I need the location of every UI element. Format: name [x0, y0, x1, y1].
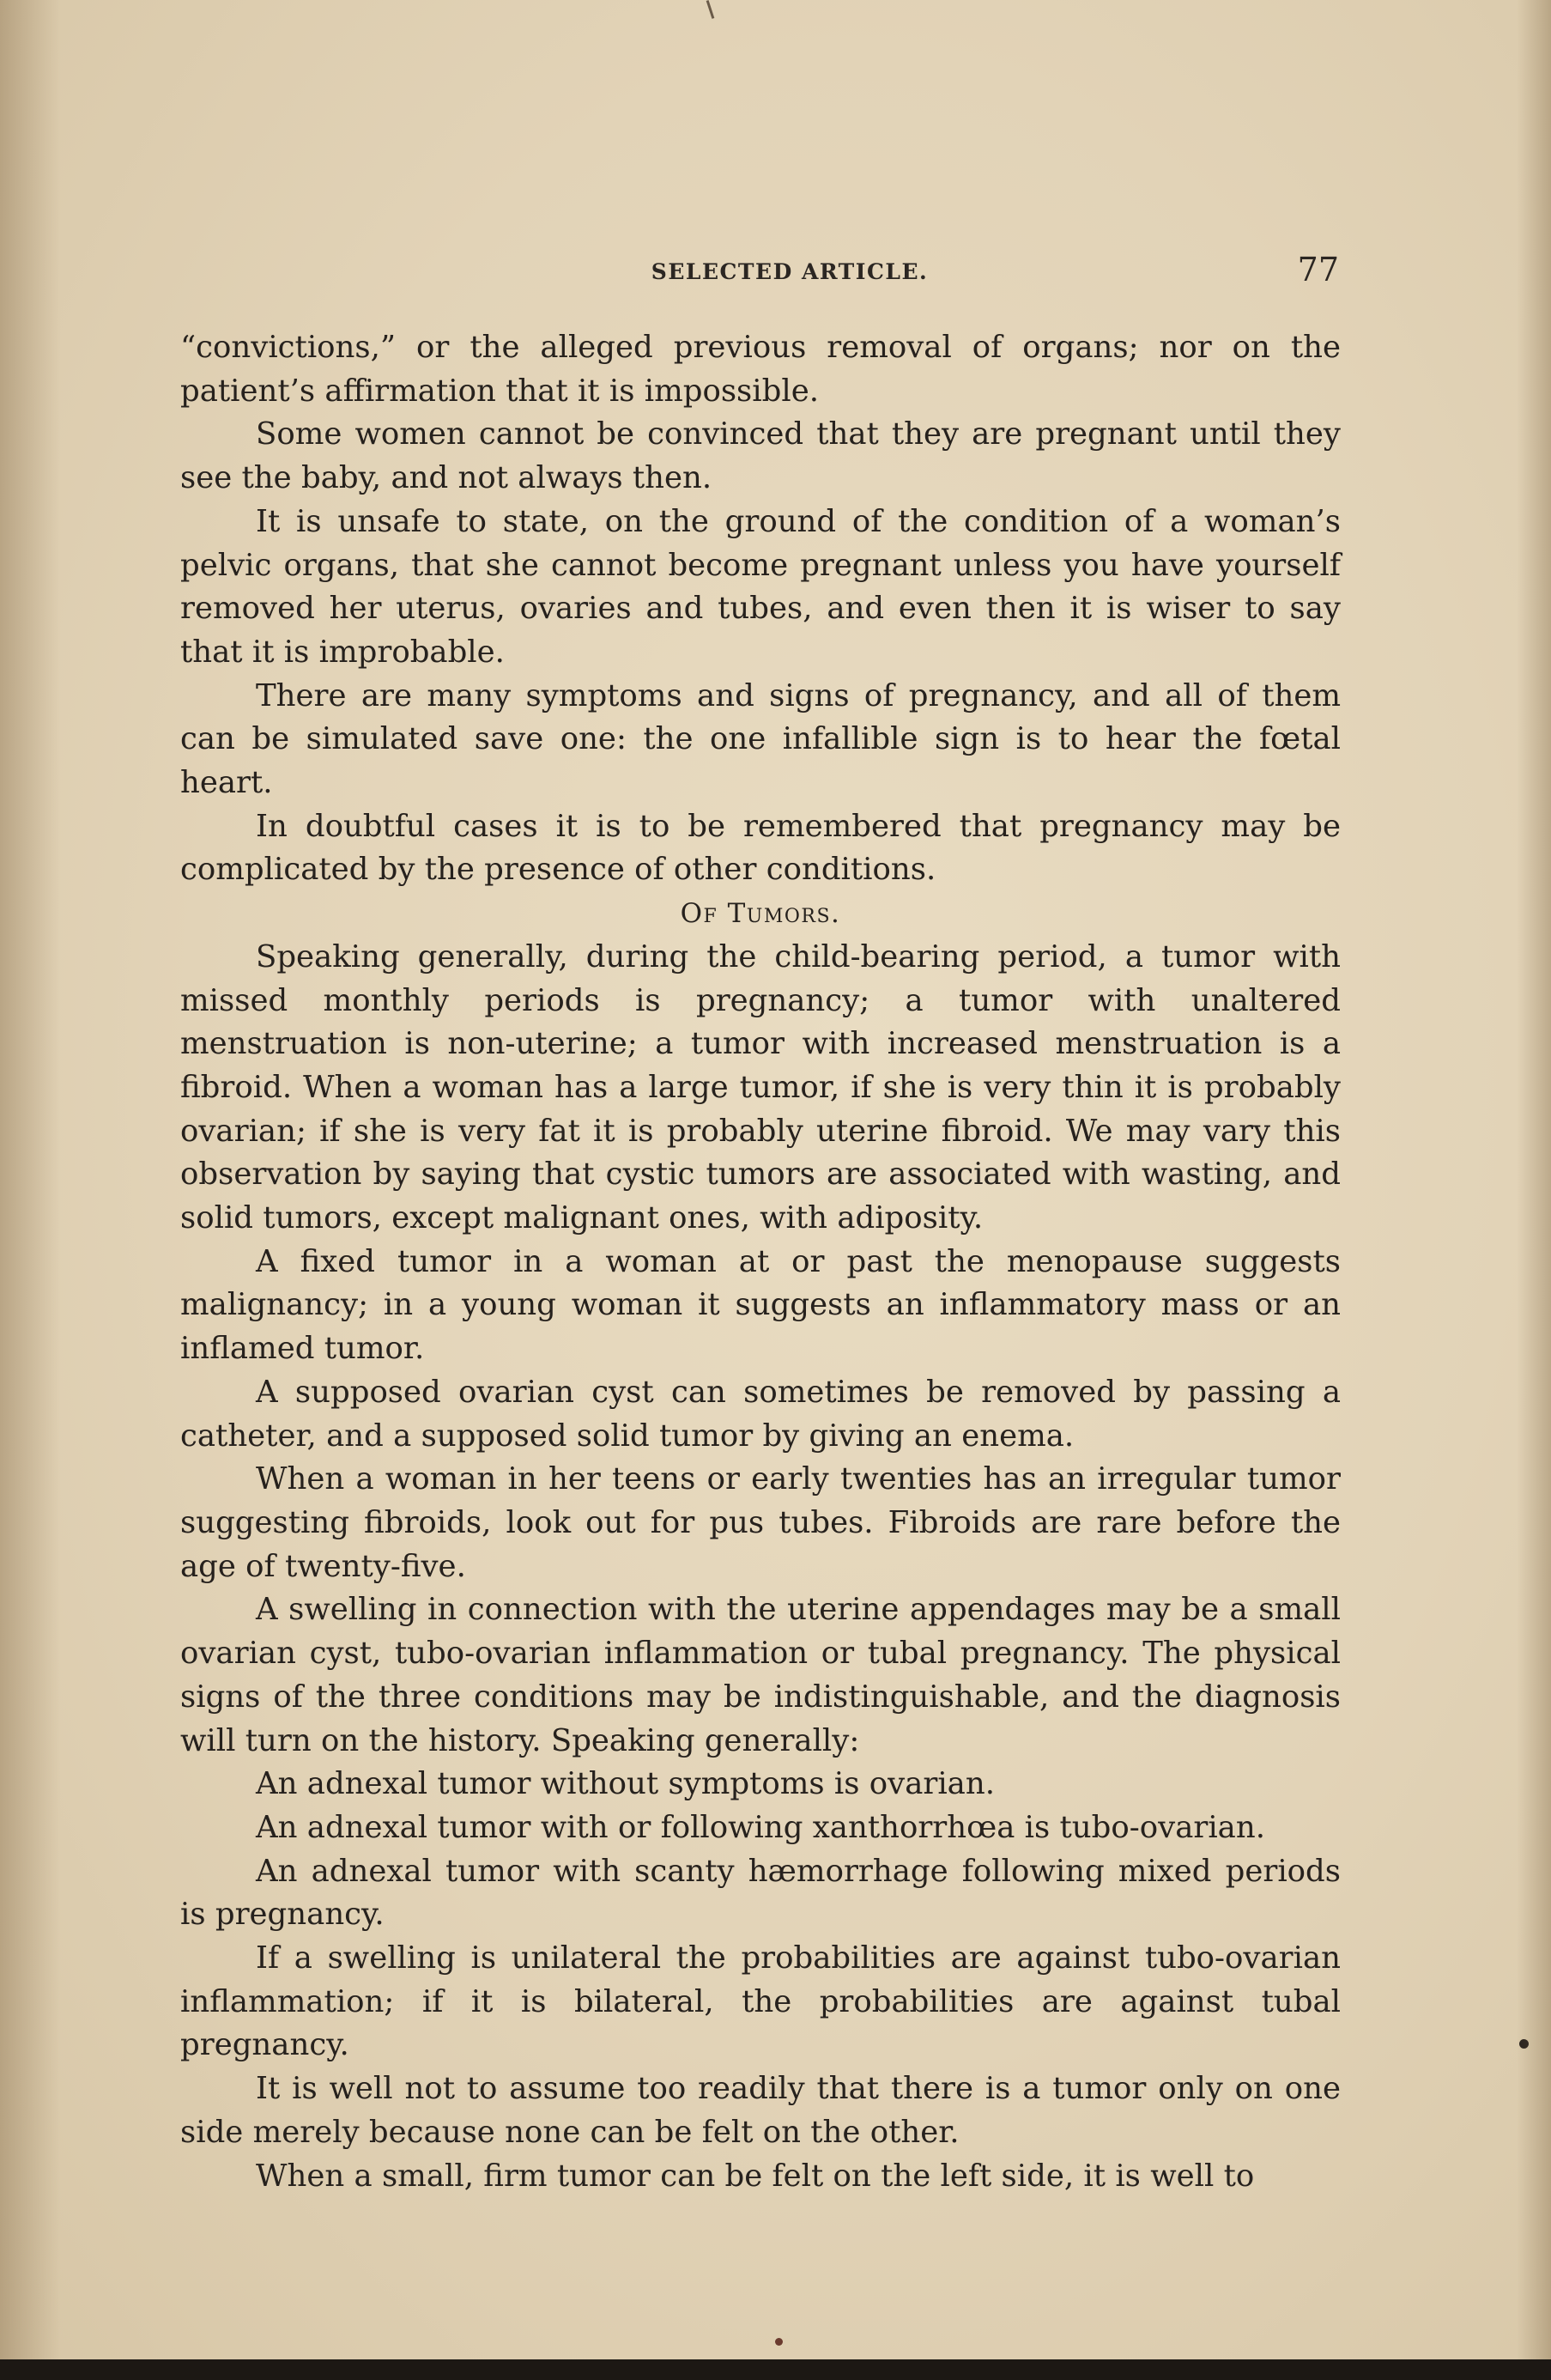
paragraph: In doubtful cases it is to be remembered that pregnancy may be complicated by the presence of other conditions. [180, 808, 1341, 888]
page-header [180, 247, 1339, 299]
paragraph: An adnexal tumor without symptoms is ovarian. [256, 1766, 995, 1802]
paragraph: Some women cannot be convinced that they are pregnant until they see the baby, and not always then. [180, 416, 1341, 496]
paragraph: “convictions,” or the alleged previous removal of organs; nor on the patient’s affirmation that it is impossible. [180, 330, 1341, 409]
paragraph: It is well not to assume too readily that there is a tumor only on one side merely because none can be felt on the other. [180, 2071, 1341, 2150]
paragraph: If a swelling is unilateral the probabilities are against tubo-ovarian inflammation; if it is bilateral, the probabilities are against tubal pregnancy. [180, 1940, 1341, 2063]
paragraph: A supposed ovarian cyst can sometimes be removed by passing a catheter, and a supposed solid tumor by giving an enema. [180, 1374, 1341, 1454]
paragraph: A fixed tumor in a woman at or past the menopause suggests malignancy; in a young woman it suggests an inflammatory mass or an inflamed tumor. [180, 1243, 1341, 1367]
bottom-ink-dot [775, 2338, 783, 2346]
paragraph: An adnexal tumor with scanty hæmorrhage following mixed periods is pregnancy. [180, 1853, 1341, 1933]
paragraph: It is unsafe to state, on the ground of the condition of a woman’s pelvic organs, that she cannot become pregnant unless you have yourself removed her uterus, ovaries and tubes, and even then it is wiser to say that it is improbable. [180, 503, 1341, 670]
paragraph: When a small, firm tumor can be felt on the left side, it is well to [256, 2158, 1255, 2194]
paragraph: An adnexal tumor with or following xanthorrhœa is tubo-ovarian. [256, 1809, 1265, 1845]
paragraph: Speaking generally, during the child-bearing period, a tumor with missed monthly periods is pregnancy; a tumor with unaltered menstruation is non-uterine; a tumor with increased menstruation is a fibroid. When a woman has a large tumor, if she is very thin it is probably ovarian; if she is very fat it is probably uterine fibroid. We may vary this observation by saying that cystic tumors are associated with wasting, and solid tumors, except malignant ones, with adiposity. [180, 938, 1341, 1236]
margin-ink-dot [1519, 2039, 1529, 2049]
running-head: SELECTED ARTICLE. [651, 259, 929, 284]
article-body [180, 326, 1341, 2198]
paragraph: There are many symptoms and signs of pregnancy, and all of them can be simulated save one: the one infallible sign is to hear the fœtal heart. [180, 677, 1341, 801]
page-number: 77 [1297, 251, 1339, 288]
top-pencil-mark [706, 0, 715, 19]
page-bottom-edge [0, 2359, 1551, 2380]
section-heading: Of Tumors. [680, 898, 841, 930]
paragraph: A swelling in connection with the uterine appendages may be a small ovarian cyst, tubo-ovarian inflammation or tubal pregnancy. The physical signs of the three conditions may be indistinguishable, and the diagnosis will turn on the history. Speaking generally: [180, 1592, 1341, 1758]
paragraph: When a woman in her teens or early twenties has an irregular tumor suggesting fibroids, look out for pus tubes. Fibroids are rare before the age of twenty-five. [180, 1461, 1341, 1584]
